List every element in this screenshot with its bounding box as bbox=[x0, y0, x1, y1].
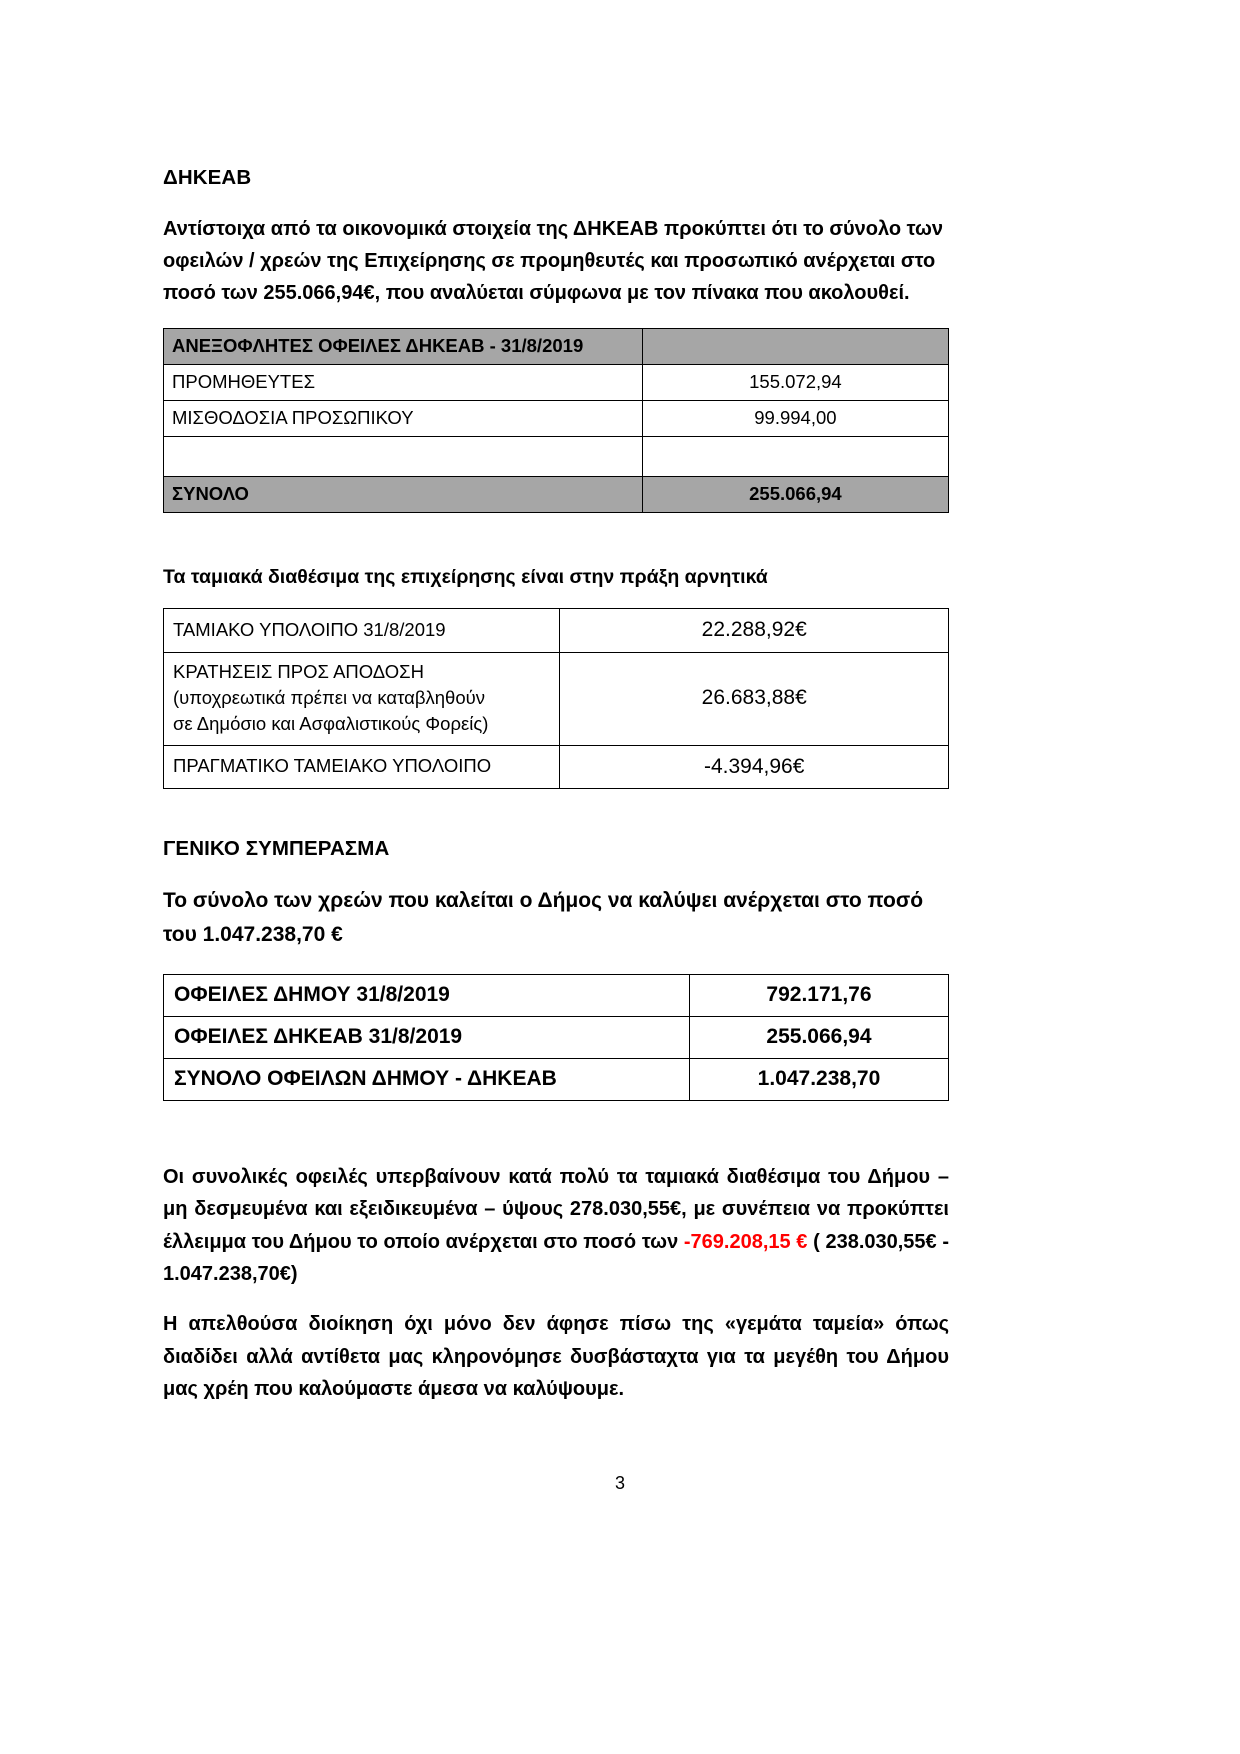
cash-row-1-label-line-2: (υποχρεωτικά πρέπει να καταβληθούν bbox=[173, 687, 485, 708]
table-row bbox=[164, 1016, 949, 1058]
summary-row-0-value: 792.171,76 bbox=[689, 974, 948, 1016]
summary-row-2-label: ΣΥΝΟΛΟ ΟΦΕΙΛΩΝ ΔΗΜΟΥ - ΔΗΚΕΑΒ bbox=[164, 1058, 690, 1100]
debts-total-value: 255.066,94 bbox=[642, 476, 948, 512]
cash-row-0-label: ΤΑΜΙΑΚΟ ΥΠΟΛΟΙΠΟ 31/8/2019 bbox=[164, 608, 560, 652]
summary-totals-table bbox=[163, 974, 949, 1101]
page-number: 3 bbox=[614, 1473, 625, 1493]
cash-row-1-label bbox=[164, 652, 560, 745]
table-row-empty bbox=[164, 436, 949, 476]
debts-header-value bbox=[642, 328, 948, 364]
dhkeav-heading: ΔΗΚΕΑΒ bbox=[163, 166, 252, 189]
deficit-amount-highlight: -769.208,15 € bbox=[683, 1230, 808, 1253]
table-header-row bbox=[164, 328, 949, 364]
closing-paragraph-1 bbox=[163, 1161, 949, 1291]
debts-row-2-value bbox=[642, 436, 948, 476]
table-row bbox=[164, 974, 949, 1016]
summary-row-1-value: 255.066,94 bbox=[689, 1016, 948, 1058]
summary-row-1-label: ΟΦΕΙΛΕΣ ΔΗΚΕΑΒ 31/8/2019 bbox=[164, 1016, 690, 1058]
debts-row-2-label bbox=[164, 436, 643, 476]
debts-row-0-label: ΠΡΟΜΗΘΕΥΤΕΣ bbox=[164, 364, 643, 400]
cash-row-2-value: -4.394,96€ bbox=[560, 745, 949, 789]
closing-paragraph-1-part-2: ( 238.030,55€ - 1.047.238,70€) bbox=[163, 1230, 949, 1286]
closing-paragraph-1-part-1: Οι συνολικές οφειλές υπερβαίνουν κατά πολύ τα ταμιακά διαθέσιμα του Δήμου – μη δεσμευμένα και εξειδικευμένα – ύψους 278.030,55€, με συνέπεια να προκύπτει έλλειμμα του Δήμου το οποίο ανέρχεται στο ποσό των bbox=[163, 1165, 949, 1253]
table-row bbox=[164, 364, 949, 400]
unpaid-debts-table bbox=[163, 328, 949, 513]
conclusion-heading: ΓΕΝΙΚΟ ΣΥΜΠΕΡΑΣΜΑ bbox=[163, 837, 390, 861]
dhkeav-intro-paragraph: Αντίστοιχα από τα οικονομικά στοιχεία της ΔΗΚΕΑΒ προκύπτει ότι το σύνολο των οφειλών / χρεών της Επιχείρησης σε προμηθευτές και προσωπικό ανέρχεται στο ποσό των 255.066,94€, που αναλύεται σύμφωνα με τον πίνακα που ακολουθεί. bbox=[163, 217, 944, 305]
conclusion-lead-paragraph: Το σύνολο των χρεών που καλείται ο Δήμος να καλύψει ανέρχεται στο ποσό του 1.047.238,70 € bbox=[163, 888, 924, 946]
table-row bbox=[164, 745, 949, 789]
debts-row-0-value: 155.072,94 bbox=[642, 364, 948, 400]
debts-header-label: ΑΝΕΞΟΦΛΗΤΕΣ ΟΦΕΙΛΕΣ ΔΗΚΕΑΒ - 31/8/2019 bbox=[164, 328, 643, 364]
closing-paragraph-2: Η απελθούσα διοίκηση όχι μόνο δεν άφησε πίσω της «γεμάτα ταμεία» όπως διαδίδει αλλά αντίθετα μας κληρονόμησε δυσβάσταχτα για τα μεγέθη του Δήμου μας χρέη που καλούμαστε άμεσα να καλύψουμε. bbox=[163, 1313, 949, 1401]
spacer bbox=[163, 799, 949, 839]
cash-row-2-label: ΠΡΑΓΜΑΤΙΚΟ ΤΑΜΕΙΑΚΟ ΥΠΟΛΟΙΠΟ bbox=[164, 745, 560, 789]
table-row bbox=[164, 1058, 949, 1100]
table-row bbox=[164, 652, 949, 745]
cash-row-1-value: 26.683,88€ bbox=[560, 652, 949, 745]
table-total-row bbox=[164, 476, 949, 512]
table-row bbox=[164, 400, 949, 436]
cash-balance-table bbox=[163, 608, 949, 789]
debts-row-1-label: ΜΙΣΘΟΔΟΣΙΑ ΠΡΟΣΩΠΙΚΟΥ bbox=[164, 400, 643, 436]
debts-total-label: ΣΥΝΟΛΟ bbox=[164, 476, 643, 512]
summary-row-0-label: ΟΦΕΙΛΕΣ ΔΗΜΟΥ 31/8/2019 bbox=[164, 974, 690, 1016]
summary-row-2-value: 1.047.238,70 bbox=[689, 1058, 948, 1100]
debts-row-1-value: 99.994,00 bbox=[642, 400, 948, 436]
cash-row-0-value: 22.288,92€ bbox=[560, 608, 949, 652]
spacer bbox=[163, 1109, 949, 1161]
spacer bbox=[163, 523, 949, 563]
table-row bbox=[164, 608, 949, 652]
cash-row-1-label-line-1: ΚΡΑΤΗΣΕΙΣ ΠΡΟΣ ΑΠΟΔΟΣΗ bbox=[173, 660, 424, 682]
cash-row-1-label-line-3: σε Δημόσιο και Ασφαλιστικούς Φορείς) bbox=[173, 713, 489, 735]
page-content bbox=[163, 168, 949, 1424]
cash-note: Τα ταμιακά διαθέσιμα της επιχείρησης είναι στην πράξη αρνητικά bbox=[163, 565, 768, 588]
